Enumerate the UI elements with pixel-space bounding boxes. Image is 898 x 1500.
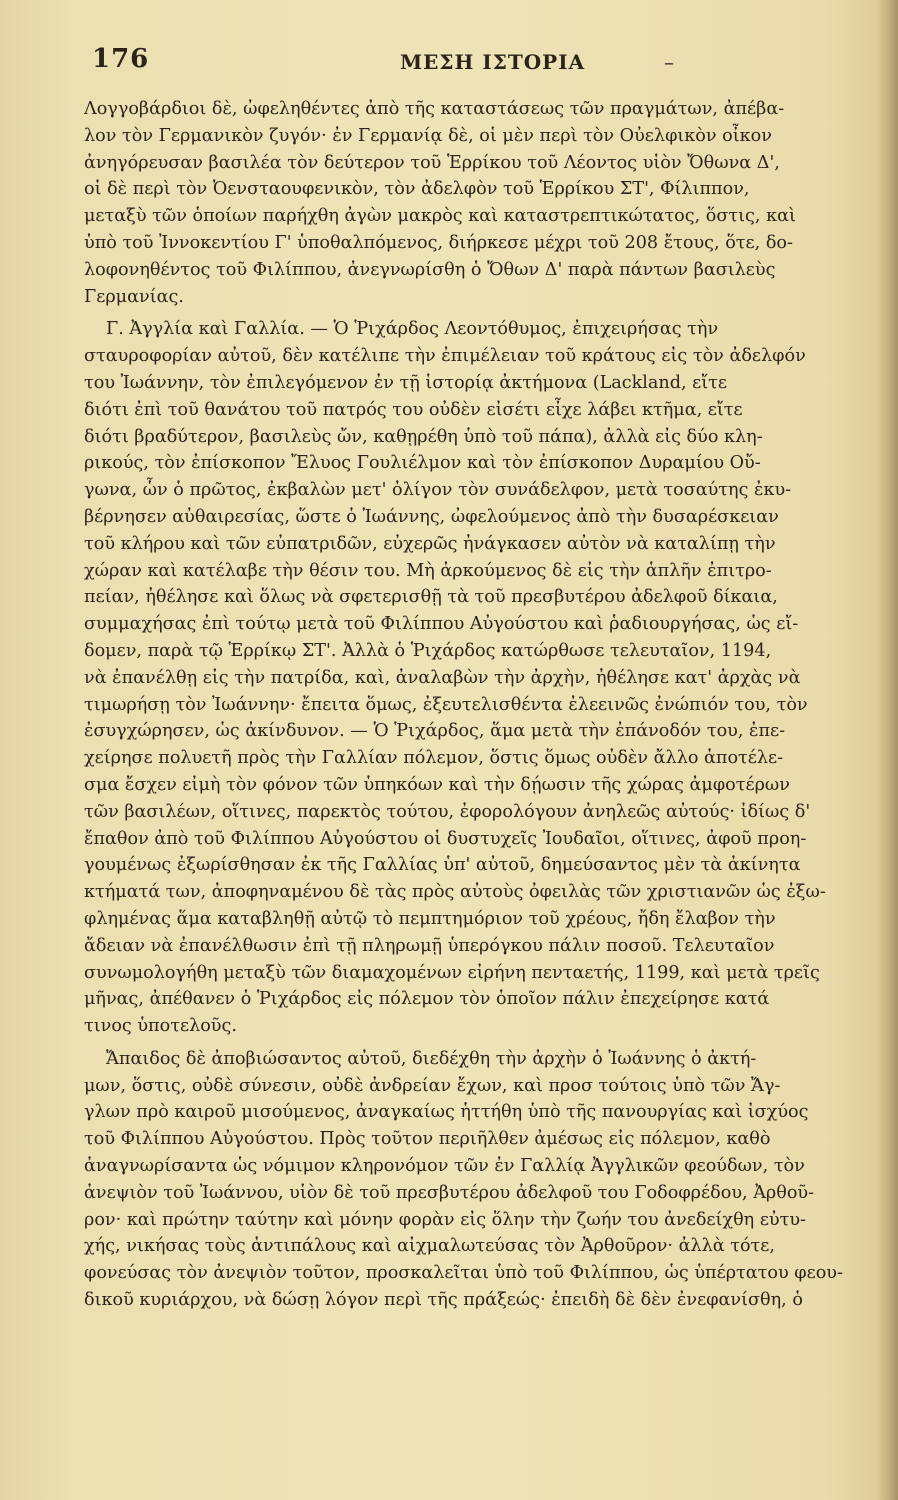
page-header — [82, 44, 882, 80]
text-line: πείαν, ἠθέλησε καὶ ὅλως νὰ σφετερισθῇ τὰ τοῦ πρεσβυτέρου ἀδελφοῦ δίκαια, — [84, 587, 778, 608]
text-line: ἐσυγχώρησεν, ὡς ἀκίνδυνον. — Ὁ Ῥιχάρδος, ἅμα μετὰ τὴν ἐπάνοδόν του, ἐπε- — [84, 721, 786, 742]
text-line: γλων πρὸ καιροῦ μισούμενος, ἀναγκαίως ἡττήθη ὑπὸ τῆς πανουργίας καὶ ἰσχύος — [84, 1102, 809, 1123]
text-line: σταυροφορίαν αὐτοῦ, δὲν κατέλιπε τὴν ἐπιμέλειαν τοῦ κράτους εἰς τὸν ἀδελφόν — [84, 346, 806, 367]
text-line: του Ἰωάννην, τὸν ἐπιλεγόμενον ἐν τῇ ἱστορίᾳ ἀκτήμονα (Lackland, εἴτε — [84, 372, 728, 393]
text-line: Ἄπαιδος δὲ ἀποβιώσαντος αὐτοῦ, διεδέχθη τὴν ἀρχὴν ὁ Ἰωάννης ὁ ἀκτή- — [106, 1048, 757, 1069]
text-line: Λογγοβάρδιοι δὲ, ὠφεληθέντες ἀπὸ τῆς καταστάσεως τῶν πραγμάτων, ἀπέβα- — [84, 99, 785, 119]
page-edge-shadow — [876, 0, 898, 1500]
section-heading-line: Γ. Ἀγγλία καὶ Γαλλία. — Ὁ Ῥιχάρδος Λεοντόθυμος, ἐπιχειρήσας τὴν — [106, 319, 719, 340]
text-line: τιμωρήσῃ τὸν Ἰωάννην· ἔπειτα ὅμως, ἐξευτελισθέντα ἐλεεινῶς ἐνώπιόν του, τὸν — [84, 694, 808, 715]
header-dash: – — [664, 50, 674, 74]
page-number: 176 — [92, 44, 150, 74]
paragraph-germany — [84, 96, 874, 310]
text-line: τῶν βασιλέων, οἵτινες, παρεκτὸς τούτου, ἐφορολόγουν ἀνηλεῶς αὐτούς· ἰδίως δ' — [84, 801, 811, 822]
text-line: ἀνηγόρευσαν βασιλέα τὸν δεύτερον τοῦ Ἑρρίκου τοῦ Λέοντος υἱὸν Ὄθωνα Δ', — [84, 152, 780, 173]
text-line: ρον· καὶ πρώτην ταύτην καὶ μόνην φορὰν εἰς ὅλην τὴν ζωήν του ἀνεδείχθη εὐτυ- — [84, 1209, 806, 1230]
text-line: ἄδειαν νὰ ἐπανέλθωσιν ἐπὶ τῇ πληρωμῇ ὑπερόγκου πάλιν ποσοῦ. Τελευταῖον — [84, 935, 775, 956]
text-line: νὰ ἐπανέλθῃ εἰς τὴν πατρίδα, καὶ, ἀναλαβὼν τὴν ἀρχὴν, ἠθέλησε κατ' ἀρχὰς νὰ — [84, 667, 801, 688]
text-line: κτήματά των, ἀποφηναμένου δὲ τὰς πρὸς αὐτοὺς ὀφειλὰς τῶν χριστιανῶν ὡς ἐξω- — [84, 882, 826, 903]
text-line: χώραν καὶ κατέλαβε τὴν θέσιν του. Μὴ ἀρκούμενος δὲ εἰς τὴν ἁπλῆν ἐπιτρο- — [84, 560, 772, 581]
text-line: ἀναγνωρίσαντα ὡς νόμιμον κληρονόμον τῶν ἐν Γαλλίᾳ Ἀγγλικῶν φεούδων, τὸν — [84, 1156, 805, 1177]
text-line: μεταξὺ τῶν ὁποίων παρήχθη ἀγὼν μακρὸς καὶ καταστρεπτικώτατος, ὅστις, καὶ — [84, 206, 796, 227]
text-line: γουμένως ἐξωρίσθησαν ἐκ τῆς Γαλλίας ὑπ' αὐτοῦ, δημεύσαντος μὲν τὰ ἀκίνητα — [84, 855, 801, 876]
body-text — [84, 96, 874, 1314]
text-line: συμμαχήσας ἐπὶ τούτῳ μετὰ τοῦ Φιλίππου Αὐγούστου καὶ ῥαδιουργήσας, ὡς εἴ- — [84, 614, 799, 635]
text-line: ὑπὸ τοῦ Ἰννοκεντίου Γ' ὑποθαλπόμενος, διήρκεσε μέχρι τοῦ 208 ἔτους, ὅτε, δο- — [84, 232, 793, 253]
text-line: δομεν, παρὰ τῷ Ἑρρίκῳ ΣΤ'. Ἀλλὰ ὁ Ῥιχάρδος κατώρθωσε τελευταῖον, 1194, — [84, 640, 772, 661]
text-line: τοῦ Φιλίππου Αὐγούστου. Πρὸς τοῦτον περιῆλθεν ἀμέσως εἰς πόλεμον, καθὸ — [84, 1129, 771, 1150]
text-line: φλημένας ἅμα καταβληθῇ αὐτῷ τὸ πεμπτημόριον τοῦ χρέους, ἤδη ἔλαβον τὴν — [84, 908, 776, 929]
text-line: τοῦ κλήρου καὶ τῶν εὐπατριδῶν, εὐχερῶς ἠνάγκασεν αὐτὸν νὰ καταλίπῃ τὴν — [84, 533, 776, 554]
text-line: Γερμανίας. — [84, 286, 184, 307]
text-line: μῆνας, ἀπέθανεν ὁ Ῥιχάρδος εἰς πόλεμον τὸν ὁποῖον πάλιν ἐπεχείρησε κατά — [84, 989, 770, 1010]
text-line: δικοῦ κυριάρχου, νὰ δώσῃ λόγον περὶ τῆς πράξεώς· ἐπειδὴ δὲ δὲν ἐνεφανίσθη, ὁ — [84, 1290, 803, 1311]
text-line: συνωμολογήθη μεταξὺ τῶν διαμαχομένων εἰρήνη πενταετής, 1199, καὶ μετὰ τρεῖς — [84, 962, 820, 983]
paragraph-john-lackland — [84, 1046, 874, 1314]
text-line: ἔπαθον ἀπὸ τοῦ Φιλίππου Αὐγούστου οἱ δυστυχεῖς Ἰουδαῖοι, οἵτινες, ἀφοῦ προη- — [84, 828, 807, 849]
text-line: χής, νικήσας τοὺς ἀντιπάλους καὶ αἰχμαλωτεύσας τὸν Ἀρθοῦρον· ἀλλὰ τότε, — [84, 1236, 775, 1257]
text-line: τινος ὑποτελοῦς. — [84, 1016, 237, 1037]
text-line: μων, ὅστις, οὐδὲ σύνεσιν, οὐδὲ ἀνδρείαν ἔχων, καὶ προσ τούτοις ὑπὸ τῶν Ἄγ- — [84, 1075, 781, 1096]
text-line: σμα ἔσχεν εἰμὴ τὸν φόνον τῶν ὑπηκόων καὶ τὴν δῄωσιν τῆς χώρας ἀμφοτέρων — [84, 774, 790, 795]
text-line: γωνα, ὧν ὁ πρῶτος, ἐκβαλὼν μετ' ὀλίγον τὸν συνάδελφον, μετὰ τοσαύτης ἐκυ- — [84, 480, 792, 501]
text-line: διότι ἐπὶ τοῦ θανάτου τοῦ πατρός του οὐδὲν εἰσέτι εἶχε λάβει κτῆμα, εἴτε — [84, 399, 743, 420]
text-line: λοφονηθέντος τοῦ Φιλίππου, ἀνεγνωρίσθη ὁ Ὄθων Δ' παρὰ πάντων βασιλεὺς — [84, 259, 776, 280]
text-line: φονεύσας τὸν ἀνεψιὸν τοῦτον, προσκαλεῖται ὑπὸ τοῦ Φιλίππου, ὡς ὑπέρτατου φεου- — [84, 1263, 843, 1284]
text-line: ρικούς, τὸν ἐπίσκοπον Ἔλυος Γουλιέλμον καὶ τὸν ἐπίσκοπον Δυραμίου Οὔ- — [84, 453, 761, 474]
text-line: χείρησε πολυετῆ πρὸς τὴν Γαλλίαν πόλεμον, ὅστις ὅμως οὐδὲν ἄλλο ἀποτέλε- — [84, 748, 784, 769]
running-title: ΜΕΣΗ ΙΣΤΟΡΙΑ — [400, 50, 586, 74]
text-line: ἀνεψιὸν τοῦ Ἰωάννου, υἱὸν δὲ τοῦ πρεσβυτέρου ἀδελφοῦ του Γοδοφρέδου, Ἀρθοῦ- — [84, 1182, 815, 1203]
text-line: βέρνησεν αὐθαιρεσίας, ὥστε ὁ Ἰωάννης, ὠφελούμενος ἀπὸ τὴν δυσαρέσκειαν — [84, 506, 779, 527]
text-line: λον τὸν Γερμανικὸν ζυγόν· ἐν Γερμανίᾳ δὲ, οἱ μὲν περὶ τὸν Οὐελφικὸν οἶκον — [84, 125, 772, 146]
text-line: διότι βραδύτερον, βασιλεὺς ὤν, καθῃρέθη ὑπὸ τοῦ πάπα), ἀλλὰ εἰς δύο κλη- — [84, 426, 763, 447]
text-line: οἱ δὲ περὶ τὸν Ὀενσταουφενικὸν, τὸν ἀδελφὸν τοῦ Ἑρρίκου ΣΤ', Φίλιππον, — [84, 179, 750, 200]
paragraph-england-france — [84, 316, 874, 1040]
